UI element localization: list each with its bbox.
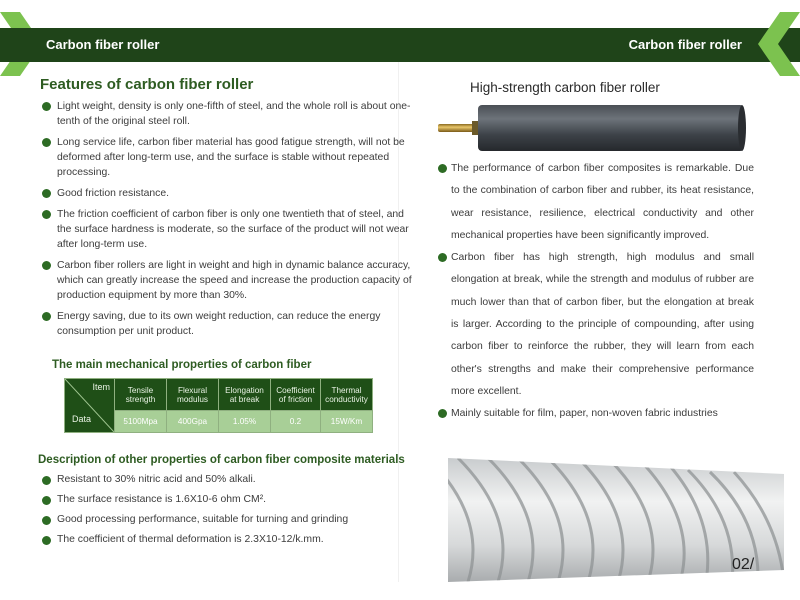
table-value-cell: 0.2 <box>271 411 321 433</box>
table-corner-cell <box>65 379 115 433</box>
table-header-cell: Thermal conductivity <box>321 379 373 411</box>
bullet-icon <box>42 102 51 111</box>
properties-table <box>64 378 373 433</box>
header-right-title: Carbon fiber roller <box>628 37 742 52</box>
feature-item: Energy saving, due to its own weight reduction, can reduce the energy consumption per unit product. <box>40 309 412 339</box>
feature-item: The friction coefficient of carbon fiber is only one twentieth that of steel, and the surface hardness is moderate, so the surface of the product will not wear after long-term use. <box>40 207 412 252</box>
bullet-icon <box>42 261 51 270</box>
bullet-icon <box>42 516 51 525</box>
desc-heading: Description of other properties of carbon fiber composite materials <box>38 454 405 466</box>
right-paragraph-list <box>436 158 754 426</box>
bullet-icon <box>42 476 51 485</box>
feature-item: Carbon fiber rollers are light in weight and high in dynamic balance accuracy, which can greatly increase the speed and increase the production capacity of production equipment by more than 30%. <box>40 258 412 303</box>
bullet-icon <box>42 138 51 147</box>
bullet-icon <box>42 536 51 545</box>
bullet-icon <box>438 409 447 418</box>
desc-item: Good processing performance, suitable for turning and grinding <box>40 513 400 527</box>
bullet-icon <box>438 253 447 262</box>
carbon-roller-image <box>436 100 748 156</box>
table-header-cell: Flexural modulus <box>167 379 219 411</box>
table-value-cell: 1.05% <box>219 411 271 433</box>
table-header-cell: Tensile strength <box>115 379 167 411</box>
roller-title: High-strength carbon fiber roller <box>470 80 660 95</box>
bullet-icon <box>42 312 51 321</box>
feature-item: Light weight, density is only one-fifth of steel, and the whole roll is about one-tenth of the original steel roll. <box>40 99 412 129</box>
table-value-cell: 5100Mpa <box>115 411 167 433</box>
feature-list <box>40 99 412 345</box>
desc-list <box>40 473 400 553</box>
table-header-cell: Coefficient of friction <box>271 379 321 411</box>
page-number: 02/ <box>732 556 755 573</box>
desc-item: The surface resistance is 1.6X10-6 ohm CM². <box>40 493 400 507</box>
bullet-icon <box>42 210 51 219</box>
right-paragraph: Mainly suitable for film, paper, non-woven fabric industries <box>436 403 754 425</box>
corner-item-label: Item <box>92 382 110 392</box>
features-heading: Features of carbon fiber roller <box>40 76 254 93</box>
bullet-icon <box>438 164 447 173</box>
corner-data-label: Data <box>72 414 92 424</box>
table-value-cell: 15W/Km <box>321 411 373 433</box>
feature-item: Good friction resistance. <box>40 186 412 201</box>
desc-item: Resistant to 30% nitric acid and 50% alkali. <box>40 473 400 487</box>
props-heading: The main mechanical properties of carbon fiber <box>52 359 312 371</box>
table-header-cell: Elongation at break <box>219 379 271 411</box>
right-paragraph: The performance of carbon fiber composites is remarkable. Due to the combination of carbon fiber and rubber, its heat resistance, wear resistance, resilience, electrical conductivity and other mechanical properties have been significantly improved. <box>436 158 754 247</box>
bullet-icon <box>42 496 51 505</box>
feature-item: Long service life, carbon fiber material has good fatigue strength, will not be deformed after long-term use, and the surface is stable without repeated processing. <box>40 135 412 180</box>
desc-item: The coefficient of thermal deformation is 2.3X10-12/k.mm. <box>40 533 400 547</box>
table-value-cell: 400Gpa <box>167 411 219 433</box>
right-chevron-icon <box>752 12 800 76</box>
header-left-title: Carbon fiber roller <box>46 37 160 52</box>
right-paragraph: Carbon fiber has high strength, high modulus and small elongation at break, while the strength and modulus of rubber are much lower than that of carbon fiber, but the elongation at break is larger. According to the principle of compounding, after using carbon fiber to reinforce the rubber, they will learn from each other's strengths and make their comprehensive performance more excellent. <box>436 247 754 403</box>
bullet-icon <box>42 189 51 198</box>
